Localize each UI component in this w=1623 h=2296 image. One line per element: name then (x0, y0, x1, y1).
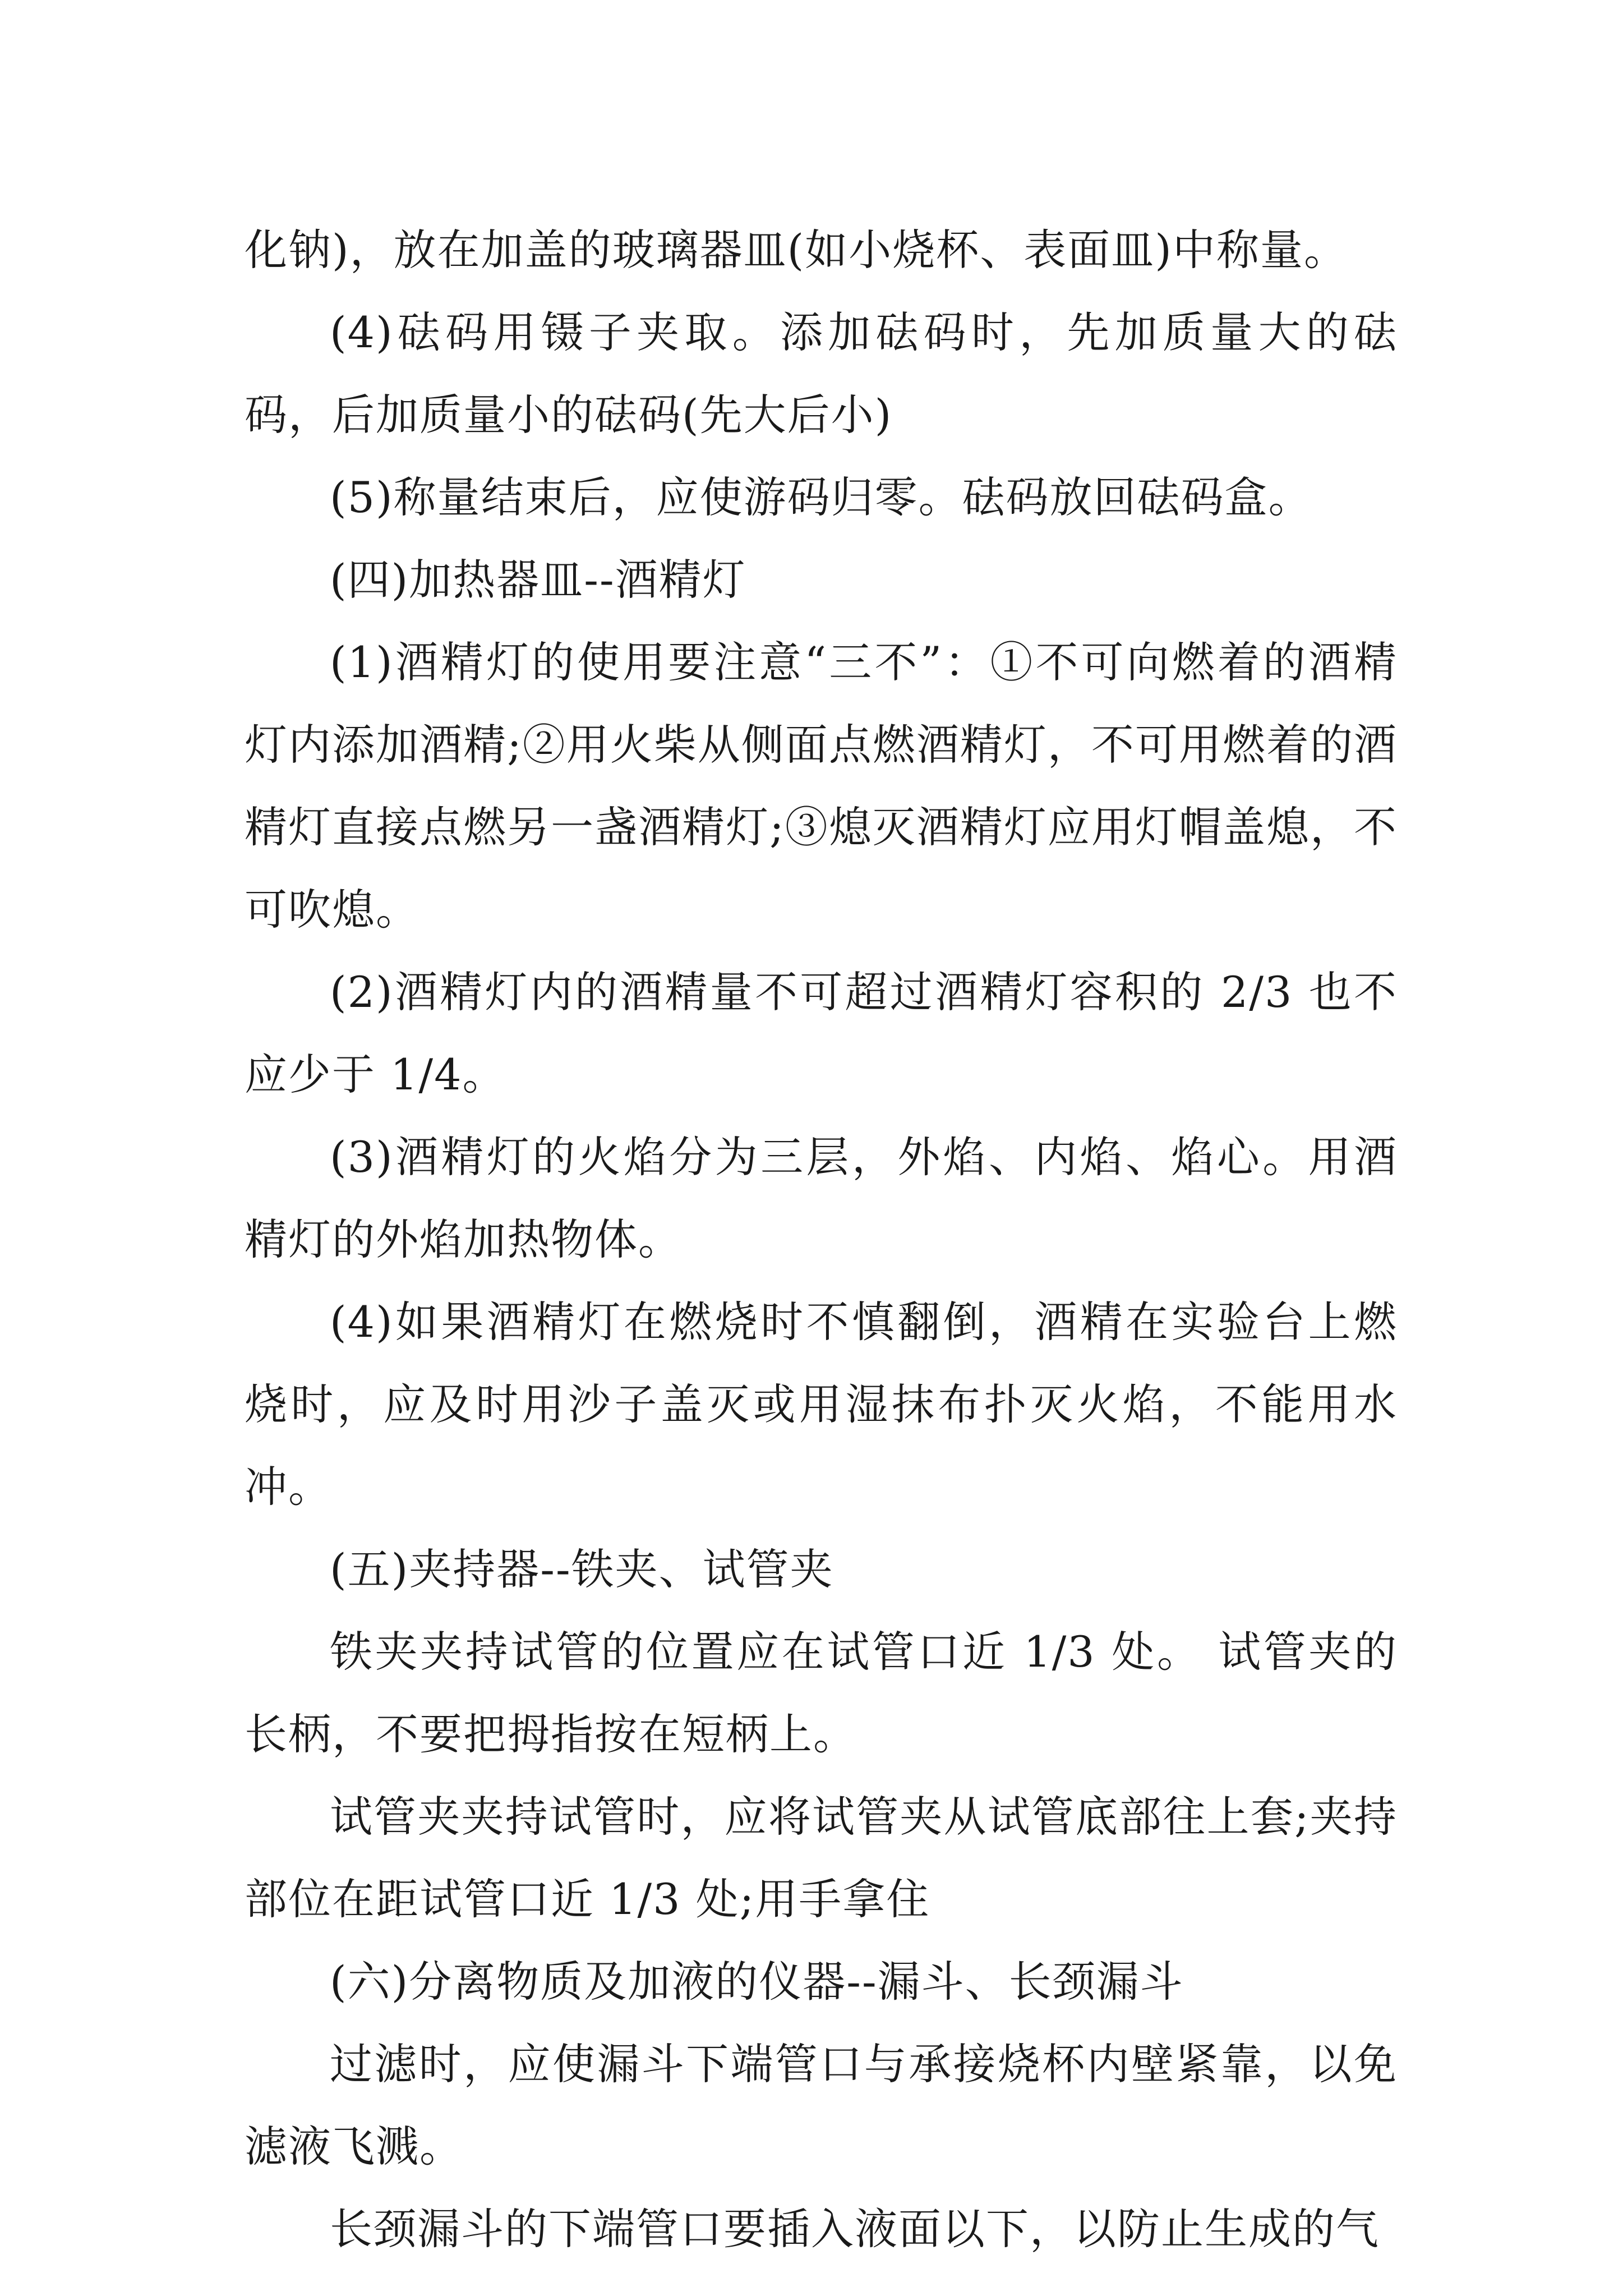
paragraph-6: (2)酒精灯内的酒精量不可超过酒精灯容积的 2/3 也不应少于 1/4。 (245, 967, 1398, 1099)
paragraph-2: (4)砝码用镊子夹取。添加砝码时，先加质量大的砝码，后加质量小的砝码(先大后小) (245, 307, 1398, 440)
paragraph-10: 铁夹夹持试管的位置应在试管口近 1/3 处。 试管夹的长柄，不要把拇指按在短柄上。 (245, 1627, 1398, 1759)
paragraph-5: (1)酒精灯的使用要注意“三不”：①不可向燃着的酒精灯内添加酒精;②用火柴从侧面点燃酒精灯，不可用燃着的酒精灯直接点燃另一盏酒精灯;③熄灭酒精灯应用灯帽盖熄，不可吹熄。 (245, 637, 1398, 935)
document-body (245, 209, 1398, 2270)
paragraph-7: (3)酒精灯的火焰分为三层，外焰、内焰、焰心。用酒精灯的外焰加热物体。 (245, 1132, 1398, 1264)
paragraph-13: 过滤时，应使漏斗下端管口与承接烧杯内壁紧靠，以免滤液飞溅。 (245, 2039, 1398, 2171)
paragraph-8: (4)如果酒精灯在燃烧时不慎翻倒，酒精在实验台上燃烧时，应及时用沙子盖灭或用湿抹布扑灭火焰，不能用水冲。 (245, 1297, 1398, 1512)
paragraph-14: 长颈漏斗的下端管口要插入液面以下，以防止生成的气 (330, 2204, 1380, 2254)
section-heading-4: (四)加热器皿--酒精灯 (330, 555, 746, 605)
section-heading-5: (五)夹持器--铁夹、试管夹 (330, 1544, 834, 1594)
paragraph-11: 试管夹夹持试管时，应将试管夹从试管底部往上套;夹持部位在距试管口近 1/3 处;用手拿住 (245, 1792, 1398, 1924)
paragraph-1: 化钠)，放在加盖的玻璃器皿(如小烧杯、表面皿)中称量。 (245, 225, 1348, 275)
section-heading-6: (六)分离物质及加液的仪器--漏斗、长颈漏斗 (330, 1957, 1184, 2007)
paragraph-3: (5)称量结束后，应使游码归零。砝码放回砝码盒。 (330, 472, 1312, 522)
